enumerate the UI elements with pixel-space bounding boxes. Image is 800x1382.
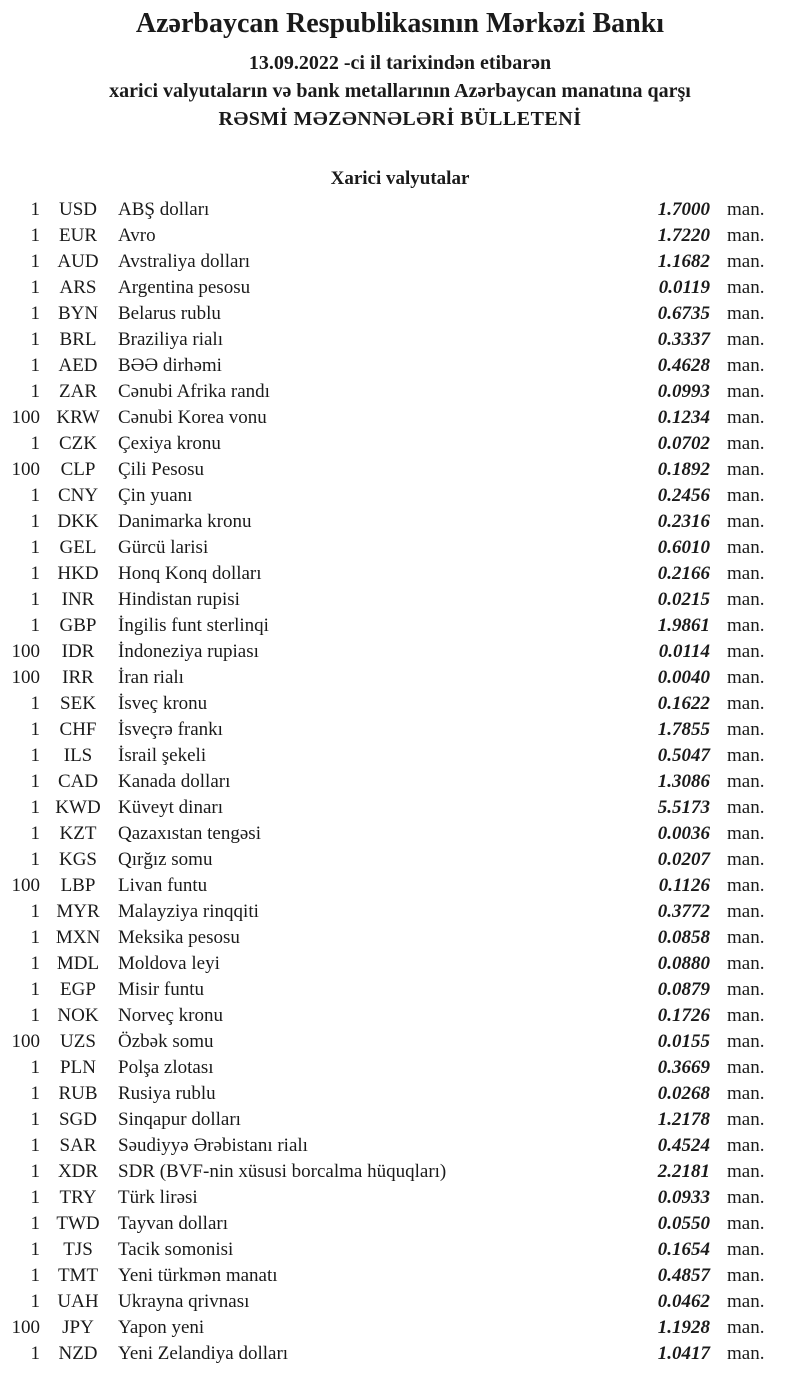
unit-label: man. [727, 823, 765, 844]
unit-label: man. [727, 1135, 765, 1156]
currency-name: Yeni Zelandiya dolları [118, 1343, 289, 1364]
rate-row [0, 1315, 800, 1341]
bulletin-page [0, 6, 800, 1382]
unit-label: man. [727, 459, 765, 480]
rate-row [0, 717, 800, 743]
currency-code: BYN [57, 303, 99, 324]
rate-row [0, 1289, 800, 1315]
currency-code: SEK [60, 693, 96, 714]
currency-code: BRL [59, 329, 97, 350]
currency-code: TJS [63, 1239, 93, 1260]
currency-code: MXN [55, 927, 101, 948]
rate-value: 1.3086 [657, 771, 710, 792]
currency-name: Cənubi Afrika randı [118, 381, 270, 402]
quantity: 1 [30, 797, 40, 818]
rate-value: 0.3669 [657, 1057, 710, 1078]
rate-value: 0.3337 [657, 329, 710, 350]
currency-name: Argentina pesosu [118, 277, 251, 298]
rate-row [0, 1211, 800, 1237]
currency-code: JPY [62, 1317, 94, 1338]
unit-label: man. [727, 1265, 765, 1286]
quantity: 1 [30, 979, 40, 1000]
currency-code: KGS [58, 849, 97, 870]
unit-label: man. [727, 1213, 765, 1234]
unit-label: man. [727, 771, 765, 792]
currency-name: Hindistan rupisi [118, 589, 240, 610]
currency-name: Tacik somonisi [118, 1239, 234, 1260]
rate-value: 0.2166 [657, 563, 710, 584]
currency-code: NZD [58, 1343, 98, 1364]
rate-value: 0.2316 [657, 511, 710, 532]
rate-row [0, 743, 800, 769]
currency-code: TMT [57, 1265, 99, 1286]
currency-code: LBP [60, 875, 96, 896]
rate-value: 0.0550 [657, 1213, 710, 1234]
currency-code: UZS [60, 1031, 96, 1052]
rate-row [0, 665, 800, 691]
quantity: 1 [30, 1109, 40, 1130]
rate-value: 1.2178 [657, 1109, 710, 1130]
rate-value: 0.0207 [657, 849, 710, 870]
currency-code: TRY [59, 1187, 97, 1208]
currency-name: Norveç kronu [118, 1005, 223, 1026]
unit-label: man. [727, 667, 765, 688]
rate-row [0, 561, 800, 587]
currency-name: Yapon yeni [118, 1317, 205, 1338]
currency-code: CAD [57, 771, 99, 792]
unit-label: man. [727, 641, 765, 662]
quantity: 1 [30, 511, 40, 532]
quantity: 1 [30, 199, 40, 220]
effective-date-line: 13.09.2022 -ci il tarixindən etibarən [248, 52, 552, 74]
currency-name: İsrail şekeli [118, 745, 207, 766]
rate-value: 1.1928 [657, 1317, 710, 1338]
rate-row [0, 327, 800, 353]
currency-name: Qırğız somu [118, 849, 213, 870]
currency-code: GEL [59, 537, 97, 558]
unit-label: man. [727, 719, 765, 740]
currency-code: ZAR [59, 381, 97, 402]
currency-code: MDL [56, 953, 100, 974]
currency-name: İsveç kronu [118, 693, 208, 714]
rate-value: 0.0036 [657, 823, 710, 844]
currency-code: INR [61, 589, 95, 610]
unit-label: man. [727, 927, 765, 948]
rate-row [0, 1081, 800, 1107]
unit-label: man. [727, 615, 765, 636]
quantity: 1 [30, 537, 40, 558]
unit-label: man. [727, 1057, 765, 1078]
rate-row [0, 483, 800, 509]
rate-row [0, 431, 800, 457]
rate-value: 0.1892 [657, 459, 710, 480]
quantity: 1 [30, 771, 40, 792]
unit-label: man. [727, 303, 765, 324]
rate-value: 0.6735 [657, 303, 710, 324]
unit-label: man. [727, 251, 765, 272]
unit-label: man. [727, 901, 765, 922]
rate-value: 0.0462 [657, 1291, 710, 1312]
rate-row [0, 535, 800, 561]
currency-name: Qazaxıstan tengəsi [118, 823, 261, 844]
unit-label: man. [727, 1187, 765, 1208]
quantity: 1 [30, 329, 40, 350]
currency-name: Çin yuanı [118, 485, 193, 506]
rate-row [0, 353, 800, 379]
currency-code: EUR [59, 225, 97, 246]
rate-row [0, 873, 800, 899]
unit-label: man. [727, 225, 765, 246]
quantity: 1 [30, 719, 40, 740]
currency-name: Livan funtu [118, 875, 208, 896]
currency-name: Kanada dolları [118, 771, 231, 792]
quantity: 100 [11, 459, 40, 480]
currency-name: Çili Pesosu [118, 459, 205, 480]
currency-code: MYR [56, 901, 100, 922]
rate-value: 0.0858 [657, 927, 710, 948]
rate-row [0, 1107, 800, 1133]
currency-code: USD [58, 199, 97, 220]
unit-label: man. [727, 1083, 765, 1104]
rate-value: 0.0215 [657, 589, 710, 610]
currency-name: SDR (BVF-nin xüsusi borcalma hüquqları) [118, 1161, 447, 1182]
quantity: 1 [30, 1187, 40, 1208]
currency-code: SAR [59, 1135, 97, 1156]
rate-row [0, 197, 800, 223]
currency-code: AED [58, 355, 98, 376]
currency-name: İndoneziya rupiası [118, 641, 259, 662]
currency-code: ILS [63, 745, 93, 766]
rate-value: 1.7855 [657, 719, 710, 740]
currency-name: Polşa zlotası [118, 1057, 214, 1078]
rate-value: 0.0933 [657, 1187, 710, 1208]
document-header [0, 6, 800, 132]
unit-label: man. [727, 953, 765, 974]
rate-value: 5.5173 [657, 797, 710, 818]
currency-code: ARS [59, 277, 97, 298]
currency-name: Ukrayna qrivnası [118, 1291, 250, 1312]
rate-row [0, 847, 800, 873]
unit-label: man. [727, 433, 765, 454]
rate-row [0, 1263, 800, 1289]
quantity: 1 [30, 1213, 40, 1234]
unit-label: man. [727, 1031, 765, 1052]
currency-code: SGD [58, 1109, 97, 1130]
currency-code: CZK [59, 433, 97, 454]
currency-name: Tayvan dolları [118, 1213, 228, 1234]
rate-value: 1.7000 [657, 199, 710, 220]
quantity: 1 [30, 355, 40, 376]
unit-label: man. [727, 407, 765, 428]
bank-name-title: Azərbaycan Respublikasının Mərkəzi Bankı [135, 8, 665, 39]
quantity: 1 [30, 589, 40, 610]
currency-code: CHF [59, 719, 97, 740]
unit-label: man. [727, 849, 765, 870]
unit-label: man. [727, 355, 765, 376]
currency-code: IDR [61, 641, 95, 662]
currency-code: RUB [58, 1083, 98, 1104]
quantity: 1 [30, 485, 40, 506]
rate-row [0, 1133, 800, 1159]
unit-label: man. [727, 563, 765, 584]
rate-value: 0.1234 [657, 407, 710, 428]
currency-name: Malayziya rinqqiti [118, 901, 259, 922]
currency-code: AUD [57, 251, 99, 272]
rate-row [0, 587, 800, 613]
rate-row [0, 223, 800, 249]
unit-label: man. [727, 1291, 765, 1312]
quantity: 1 [30, 849, 40, 870]
rate-value: 0.3772 [657, 901, 710, 922]
quantity: 100 [11, 875, 40, 896]
currency-code: KZT [59, 823, 97, 844]
rate-row [0, 1237, 800, 1263]
unit-label: man. [727, 1161, 765, 1182]
rate-value: 0.0702 [657, 433, 710, 454]
rate-row [0, 457, 800, 483]
rate-row [0, 821, 800, 847]
rate-row [0, 1185, 800, 1211]
rate-row [0, 769, 800, 795]
currency-name: Avro [118, 225, 156, 246]
currency-name: Çexiya kronu [118, 433, 221, 454]
unit-label: man. [727, 1005, 765, 1026]
currency-name: Braziliya rialı [118, 329, 223, 350]
quantity: 1 [30, 381, 40, 402]
currency-name: Küveyt dinarı [118, 797, 224, 818]
quantity: 1 [30, 953, 40, 974]
rate-value: 0.0119 [658, 277, 710, 298]
unit-label: man. [727, 1239, 765, 1260]
currency-code: EGP [60, 979, 96, 1000]
quantity: 1 [30, 563, 40, 584]
unit-label: man. [727, 511, 765, 532]
currency-code: KRW [56, 407, 100, 428]
bulletin-title: RƏSMİ MƏZƏNNƏLƏRİ BÜLLETENİ [218, 108, 582, 130]
unit-label: man. [727, 329, 765, 350]
currency-code: CNY [57, 485, 99, 506]
quantity: 1 [30, 1135, 40, 1156]
currency-name: Gürcü larisi [118, 537, 209, 558]
quantity: 1 [30, 277, 40, 298]
unit-label: man. [727, 1109, 765, 1130]
quantity: 100 [11, 641, 40, 662]
currency-code: NOK [57, 1005, 99, 1026]
quantity: 100 [11, 1317, 40, 1338]
currency-name: Meksika pesosu [118, 927, 240, 948]
unit-label: man. [727, 797, 765, 818]
rate-value: 0.4628 [657, 355, 710, 376]
rate-row [0, 899, 800, 925]
rate-value: 0.6010 [657, 537, 710, 558]
rate-value: 0.0880 [657, 953, 710, 974]
currency-code: PLN [60, 1057, 96, 1078]
rate-value: 1.1682 [657, 251, 710, 272]
rate-value: 1.0417 [657, 1343, 710, 1364]
currency-code: KWD [55, 797, 101, 818]
quantity: 1 [30, 615, 40, 636]
quantity: 1 [30, 1057, 40, 1078]
currency-name: İngilis funt sterlinqi [118, 615, 269, 636]
unit-label: man. [727, 485, 765, 506]
currency-code: UAH [57, 1291, 99, 1312]
rate-row [0, 1159, 800, 1185]
currency-name: Sinqapur dolları [118, 1109, 241, 1130]
rate-row [0, 977, 800, 1003]
rates-table [0, 197, 800, 1367]
rate-row [0, 1029, 800, 1055]
rate-row [0, 795, 800, 821]
rate-value: 0.5047 [657, 745, 710, 766]
rate-row [0, 405, 800, 431]
rate-row [0, 379, 800, 405]
rate-value: 0.2456 [657, 485, 710, 506]
rate-row [0, 1055, 800, 1081]
rate-value: 0.4857 [657, 1265, 710, 1286]
quantity: 1 [30, 1265, 40, 1286]
quantity: 1 [30, 693, 40, 714]
rate-value: 0.0040 [657, 667, 710, 688]
unit-label: man. [727, 875, 765, 896]
quantity: 1 [30, 927, 40, 948]
quantity: 1 [30, 251, 40, 272]
rate-value: 0.0114 [658, 641, 710, 662]
unit-label: man. [727, 381, 765, 402]
rate-value: 1.7220 [657, 225, 710, 246]
rate-value: 1.9861 [657, 615, 710, 636]
currency-code: TWD [56, 1213, 100, 1234]
rate-value: 0.1726 [657, 1005, 710, 1026]
unit-label: man. [727, 589, 765, 610]
currency-name: Moldova leyi [118, 953, 220, 974]
currency-name: ABŞ dolları [118, 199, 210, 220]
rate-row [0, 509, 800, 535]
currency-name: Honq Konq dolları [118, 563, 262, 584]
unit-label: man. [727, 979, 765, 1000]
rate-row [0, 275, 800, 301]
currency-name: İran rialı [118, 667, 184, 688]
currency-code: CLP [60, 459, 96, 480]
rate-value: 0.4524 [657, 1135, 710, 1156]
quantity: 100 [11, 667, 40, 688]
rate-row [0, 613, 800, 639]
rate-value: 0.1654 [657, 1239, 710, 1260]
currency-name: Səudiyyə Ərəbistanı rialı [118, 1135, 308, 1156]
unit-label: man. [727, 277, 765, 298]
unit-label: man. [727, 537, 765, 558]
rate-value: 0.0879 [657, 979, 710, 1000]
rate-row [0, 691, 800, 717]
currency-name: Belarus rublu [118, 303, 221, 324]
currency-name: Cənubi Korea vonu [118, 407, 267, 428]
rate-row [0, 639, 800, 665]
quantity: 1 [30, 1005, 40, 1026]
section-title-foreign-currencies: Xarici valyutalar [330, 168, 470, 189]
rate-row [0, 249, 800, 275]
currency-name: Yeni türkmən manatı [118, 1265, 278, 1286]
currency-name: Rusiya rublu [118, 1083, 216, 1104]
currency-name: Misir funtu [118, 979, 205, 1000]
rate-value: 2.2181 [657, 1161, 710, 1182]
quantity: 1 [30, 745, 40, 766]
rate-value: 0.1126 [658, 875, 710, 896]
quantity: 1 [30, 1343, 40, 1364]
currency-name: Danimarka kronu [118, 511, 252, 532]
currency-code: GBP [59, 615, 97, 636]
quantity: 100 [11, 1031, 40, 1052]
quantity: 100 [11, 407, 40, 428]
unit-label: man. [727, 693, 765, 714]
quantity: 1 [30, 225, 40, 246]
currency-code: DKK [57, 511, 99, 532]
currency-name: Türk lirəsi [118, 1187, 198, 1208]
rate-value: 0.1622 [657, 693, 710, 714]
currency-name: BƏƏ dirhəmi [118, 355, 222, 376]
currency-name: Özbək somu [118, 1031, 214, 1052]
currency-name: Avstraliya dolları [118, 251, 251, 272]
quantity: 1 [30, 1083, 40, 1104]
quantity: 1 [30, 1161, 40, 1182]
quantity: 1 [30, 1239, 40, 1260]
subject-line: xarici valyutaların və bank metallarının Azərbaycan manatına qarşı [109, 80, 691, 102]
unit-label: man. [727, 199, 765, 220]
quantity: 1 [30, 433, 40, 454]
unit-label: man. [727, 1317, 765, 1338]
rate-row [0, 1003, 800, 1029]
quantity: 1 [30, 303, 40, 324]
currency-code: HKD [57, 563, 99, 584]
rate-value: 0.0268 [657, 1083, 710, 1104]
unit-label: man. [727, 745, 765, 766]
unit-label: man. [727, 1343, 765, 1364]
currency-code: IRR [62, 667, 94, 688]
currency-code: XDR [57, 1161, 99, 1182]
rate-row [0, 925, 800, 951]
quantity: 1 [30, 823, 40, 844]
rate-row [0, 301, 800, 327]
currency-name: İsveçrə frankı [118, 719, 223, 740]
rate-row [0, 1341, 800, 1367]
rate-value: 0.0155 [657, 1031, 710, 1052]
quantity: 1 [30, 1291, 40, 1312]
quantity: 1 [30, 901, 40, 922]
rate-row [0, 951, 800, 977]
rate-value: 0.0993 [657, 381, 710, 402]
